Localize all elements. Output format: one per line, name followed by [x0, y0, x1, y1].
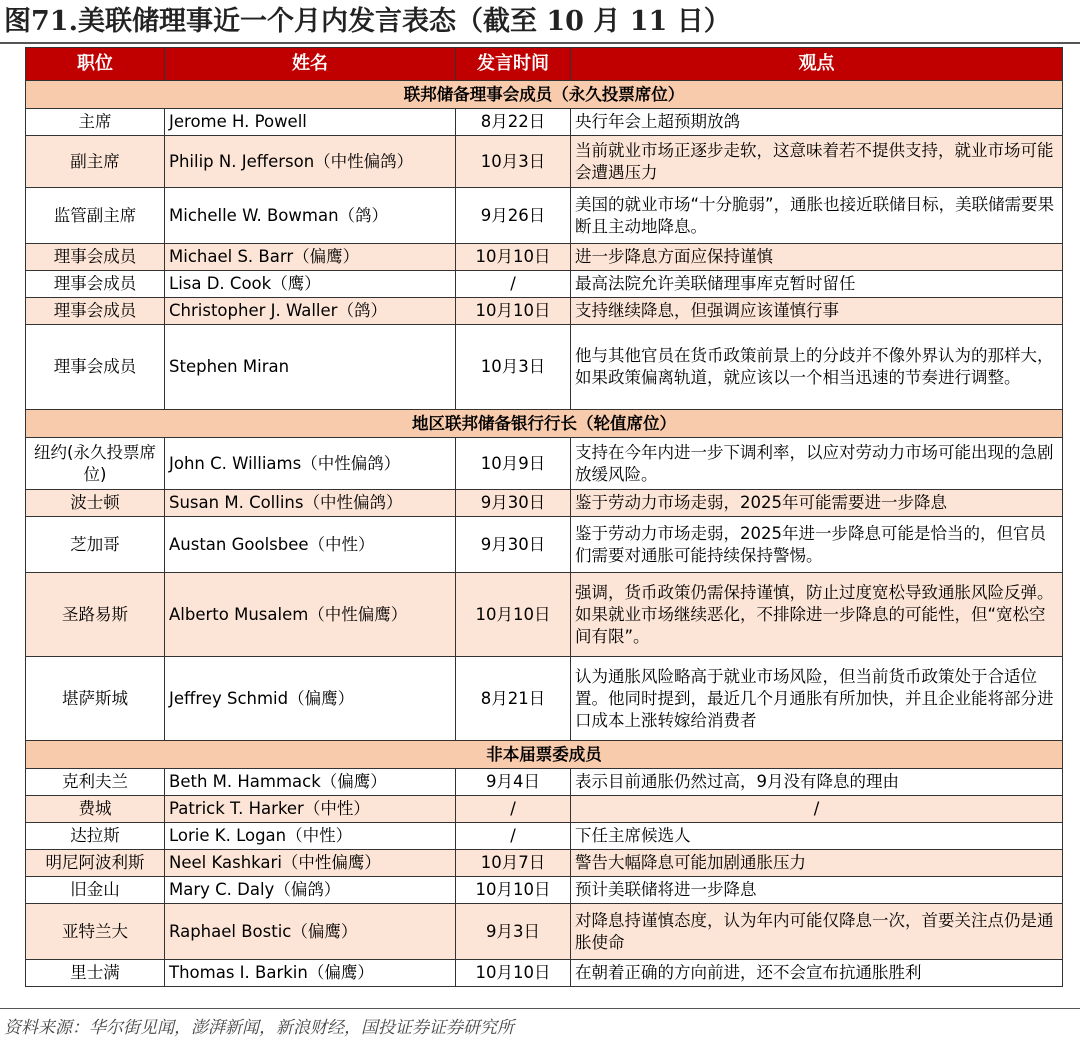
cell-date: 10月3日 — [456, 136, 571, 188]
section-header-row — [26, 81, 1063, 109]
cell-position: 堪萨斯城 — [26, 657, 165, 741]
cell-date: 9月4日 — [456, 769, 571, 796]
cell-view: 警告大幅降息可能加剧通胀压力 — [571, 850, 1063, 877]
cell-view: 支持在今年内进一步下调利率，以应对劳动力市场可能出现的急剧放缓风险。 — [571, 438, 1063, 490]
cell-position: 里士满 — [26, 960, 165, 987]
title-divider — [0, 42, 1080, 44]
cell-view: 美国的就业市场“十分脆弱”，通胀也接近联储目标，美联储需要果断且主动地降息。 — [571, 188, 1063, 244]
cell-view: 认为通胀风险略高于就业市场风险，但当前货币政策处于合适位置。他同时提到，最近几个月通胀有所加快，并且企业能将部分进口成本上涨转嫁给消费者 — [571, 657, 1063, 741]
cell-view: 下任主席候选人 — [571, 823, 1063, 850]
cell-view: 鉴于劳动力市场走弱，2025年进一步降息可能是恰当的，但官员们需要对通胀可能持续保持警惕。 — [571, 517, 1063, 573]
page-title: 图71.美联储理事近一个月内发言表态（截至 10 月 11 日） — [4, 6, 731, 37]
cell-name: Christopher J. Waller（鸽） — [165, 298, 456, 325]
cell-position: 监管副主席 — [26, 188, 165, 244]
cell-name: Lorie K. Logan（中性） — [165, 823, 456, 850]
section-header-row — [26, 410, 1063, 438]
fed-speech-table — [25, 47, 1063, 987]
cell-name: Beth M. Hammack（偏鹰） — [165, 769, 456, 796]
cell-name: Michael S. Barr（偏鹰） — [165, 244, 456, 271]
cell-name: Stephen Miran — [165, 325, 456, 410]
table-row — [26, 796, 1063, 823]
cell-date: 8月21日 — [456, 657, 571, 741]
cell-date: 9月3日 — [456, 904, 571, 960]
source-note: 资料来源：华尔街见闻，澎湃新闻，新浪财经，国投证券证券研究所 — [4, 1018, 514, 1038]
cell-name: Lisa D. Cook（鹰） — [165, 271, 456, 298]
cell-view: 央行年会上超预期放鸽 — [571, 109, 1063, 136]
table-row — [26, 136, 1063, 188]
header-name: 姓名 — [165, 48, 456, 81]
footer-divider — [0, 1008, 1080, 1009]
cell-date: 10月10日 — [456, 573, 571, 657]
table-row — [26, 271, 1063, 298]
table-row — [26, 490, 1063, 517]
table-row — [26, 657, 1063, 741]
cell-date: 10月7日 — [456, 850, 571, 877]
cell-position: 纽约(永久投票席位) — [26, 438, 165, 490]
table-row — [26, 573, 1063, 657]
cell-position: 理事会成员 — [26, 244, 165, 271]
cell-view: 支持继续降息，但强调应该谨慎行事 — [571, 298, 1063, 325]
header-view: 观点 — [571, 48, 1063, 81]
cell-view: 当前就业市场正逐步走软，这意味着若不提供支持，就业市场可能会遭遇压力 — [571, 136, 1063, 188]
cell-position: 达拉斯 — [26, 823, 165, 850]
table-row — [26, 823, 1063, 850]
header-date: 发言时间 — [456, 48, 571, 81]
table-row — [26, 298, 1063, 325]
section-label: 联邦储备理事会成员（永久投票席位） — [26, 81, 1063, 109]
cell-view: 在朝着正确的方向前进，还不会宣布抗通胀胜利 — [571, 960, 1063, 987]
cell-position: 理事会成员 — [26, 298, 165, 325]
section-label: 非本届票委成员 — [26, 741, 1063, 769]
cell-position: 波士顿 — [26, 490, 165, 517]
cell-view: 表示目前通胀仍然过高，9月没有降息的理由 — [571, 769, 1063, 796]
cell-date: 10月10日 — [456, 244, 571, 271]
header-position: 职位 — [26, 48, 165, 81]
table-row — [26, 904, 1063, 960]
cell-position: 费城 — [26, 796, 165, 823]
cell-position: 理事会成员 — [26, 325, 165, 410]
cell-position: 圣路易斯 — [26, 573, 165, 657]
table-row — [26, 438, 1063, 490]
cell-position: 芝加哥 — [26, 517, 165, 573]
cell-view: 他与其他官员在货币政策前景上的分歧并不像外界认为的那样大，如果政策偏离轨道，就应该以一个相当迅速的节奏进行调整。 — [571, 325, 1063, 410]
cell-name: Patrick T. Harker（中性） — [165, 796, 456, 823]
cell-name: John C. Williams（中性偏鸽） — [165, 438, 456, 490]
cell-position: 理事会成员 — [26, 271, 165, 298]
cell-date: 10月10日 — [456, 298, 571, 325]
cell-date: 10月3日 — [456, 325, 571, 410]
section-label: 地区联邦储备银行行长（轮值席位） — [26, 410, 1063, 438]
cell-date: 10月9日 — [456, 438, 571, 490]
table-row — [26, 517, 1063, 573]
cell-position: 旧金山 — [26, 877, 165, 904]
cell-date: 9月30日 — [456, 490, 571, 517]
cell-name: Neel Kashkari（中性偏鹰） — [165, 850, 456, 877]
cell-name: Austan Goolsbee（中性） — [165, 517, 456, 573]
cell-date: / — [456, 271, 571, 298]
cell-position: 克利夫兰 — [26, 769, 165, 796]
cell-view: / — [571, 796, 1063, 823]
cell-view: 对降息持谨慎态度，认为年内可能仅降息一次，首要关注点仍是通胀使命 — [571, 904, 1063, 960]
cell-date: / — [456, 823, 571, 850]
cell-view: 强调，货币政策仍需保持谨慎，防止过度宽松导致通胀风险反弹。如果就业市场继续恶化，不排除进一步降息的可能性，但“宽松空间有限”。 — [571, 573, 1063, 657]
cell-date: 8月22日 — [456, 109, 571, 136]
cell-position: 亚特兰大 — [26, 904, 165, 960]
cell-position: 副主席 — [26, 136, 165, 188]
cell-date: 10月10日 — [456, 877, 571, 904]
table-row — [26, 244, 1063, 271]
cell-name: Michelle W. Bowman（鸽） — [165, 188, 456, 244]
table-row — [26, 188, 1063, 244]
cell-view: 最高法院允许美联储理事库克暂时留任 — [571, 271, 1063, 298]
table-row — [26, 325, 1063, 410]
table-row — [26, 960, 1063, 987]
cell-position: 主席 — [26, 109, 165, 136]
cell-date: / — [456, 796, 571, 823]
cell-date: 10月10日 — [456, 960, 571, 987]
cell-name: Jerome H. Powell — [165, 109, 456, 136]
cell-name: Jeffrey Schmid（偏鹰） — [165, 657, 456, 741]
cell-position: 明尼阿波利斯 — [26, 850, 165, 877]
table-row — [26, 769, 1063, 796]
cell-view: 鉴于劳动力市场走弱，2025年可能需要进一步降息 — [571, 490, 1063, 517]
cell-view: 预计美联储将进一步降息 — [571, 877, 1063, 904]
section-header-row — [26, 741, 1063, 769]
cell-name: Susan M. Collins（中性偏鸽） — [165, 490, 456, 517]
table-row — [26, 850, 1063, 877]
table-row — [26, 109, 1063, 136]
table-header-row — [26, 48, 1063, 81]
cell-date: 9月26日 — [456, 188, 571, 244]
cell-view: 进一步降息方面应保持谨慎 — [571, 244, 1063, 271]
table-body — [26, 81, 1063, 987]
cell-name: Philip N. Jefferson（中性偏鸽） — [165, 136, 456, 188]
cell-name: Alberto Musalem（中性偏鹰） — [165, 573, 456, 657]
cell-name: Raphael Bostic（偏鹰） — [165, 904, 456, 960]
cell-name: Mary C. Daly（偏鸽） — [165, 877, 456, 904]
cell-name: Thomas I. Barkin（偏鹰） — [165, 960, 456, 987]
cell-date: 9月30日 — [456, 517, 571, 573]
table-row — [26, 877, 1063, 904]
